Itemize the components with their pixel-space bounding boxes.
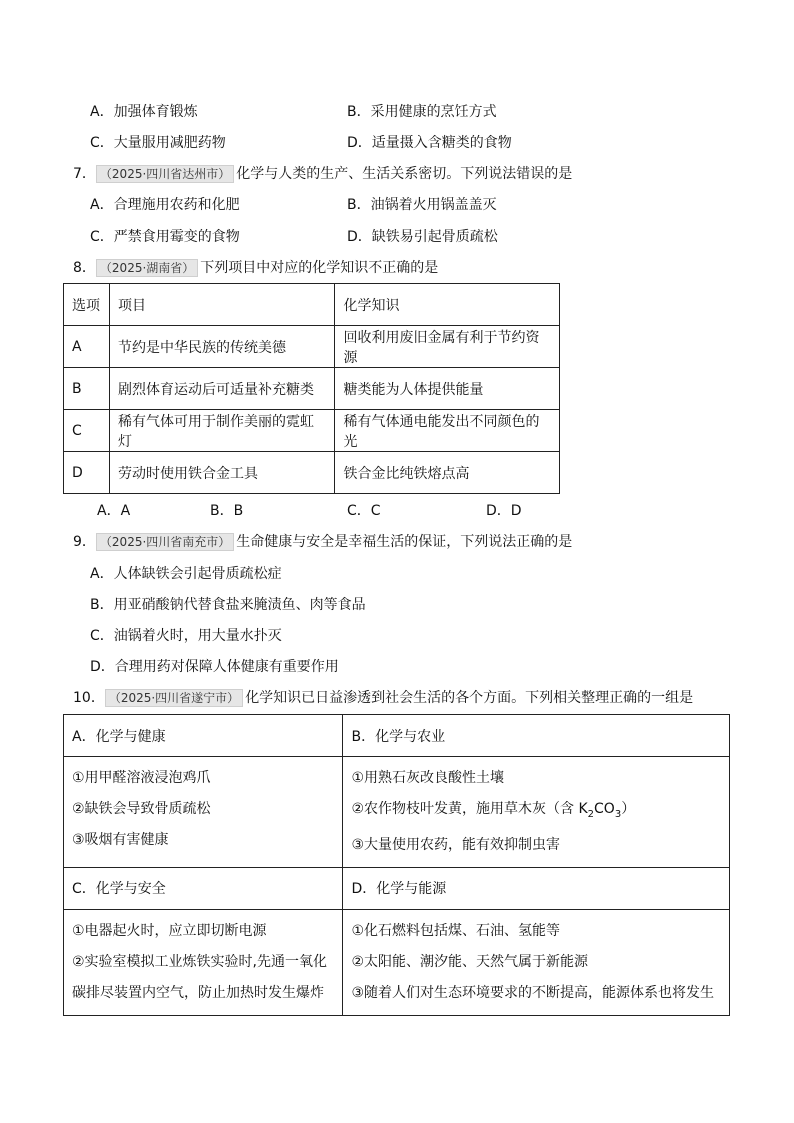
q10-table	[63, 714, 730, 1016]
q8-option-c: C．C	[347, 503, 381, 519]
list-item: ②太阳能、潮汐能、天然气属于新能源	[351, 953, 589, 970]
header-knowledge: 化学知识	[335, 284, 560, 326]
table-cell: C	[64, 410, 110, 452]
header-option: 选项	[64, 284, 110, 326]
table-cell: 稀有气体通电能发出不同颜色的光	[335, 410, 560, 452]
list-item: ③大量使用农药，能有效抑制虫害	[351, 836, 561, 853]
q7-option-b: B．油锅着火用锅盖盖灭	[347, 197, 497, 213]
group-c-content	[64, 909, 343, 1015]
table-cell: 稀有气体可用于制作美丽的霓虹灯	[109, 410, 335, 452]
q6-option-d: D．适量摄入含糖类的食物	[347, 135, 512, 151]
q6-option-b: B．采用健康的烹饪方式	[347, 104, 497, 120]
table-row	[64, 757, 730, 868]
group-d-title: D．化学与能源	[343, 867, 730, 909]
table-cell: 节约是中华民族的传统美德	[109, 326, 335, 368]
table-row	[64, 867, 730, 909]
table-cell: 剧烈体育运动后可适量补充糖类	[109, 368, 335, 410]
list-item: ①化石燃料包括煤、石油、氢能等	[351, 922, 561, 939]
table-cell: D	[64, 452, 110, 494]
group-a-title: A．化学与健康	[64, 715, 343, 757]
list-item: ②缺铁会导致骨质疏松	[72, 801, 211, 817]
q6-option-c: C．大量服用减肥药物	[90, 135, 226, 151]
q10-source-tag: （2025·四川省遂宁市）	[105, 689, 243, 707]
q7-option-c: C．严禁食用霉变的食物	[90, 229, 240, 245]
q7-source-tag: （2025·四川省达州市）	[96, 165, 234, 183]
q7-stem: 化学与人类的生产、生活关系密切。下列说法错误的是	[236, 166, 573, 182]
q9-stem: 生命健康与安全是幸福生活的保证，下列说法正确的是	[236, 534, 573, 550]
group-b-content	[343, 757, 730, 868]
list-item: ③随着人们对生态环境要求的不断提高，能源体系也将发生	[351, 984, 715, 1001]
table-row	[64, 368, 560, 410]
list-item: 碳排尽装置内空气，防止加热时发生爆炸	[72, 984, 324, 1001]
list-item: ③吸烟有害健康	[72, 832, 169, 848]
q8-option-a: A．A	[97, 503, 131, 519]
group-b-title: B．化学与农业	[343, 715, 730, 757]
table-row	[64, 715, 730, 757]
q9-option-d: D．合理用药对保障人体健康有重要作用	[90, 659, 339, 675]
q8-option-d: D．D	[486, 503, 522, 519]
q8-stem: 下列项目中对应的化学知识不正确的是	[200, 260, 439, 276]
q10-number: 10．	[73, 690, 105, 706]
q8-source-tag: （2025·湖南省）	[96, 259, 198, 277]
table-header-row	[64, 284, 560, 326]
q9-option-a: A．人体缺铁会引起骨质疏松症	[90, 566, 282, 582]
table-row	[64, 326, 560, 368]
table-cell: 劳动时使用铁合金工具	[109, 452, 335, 494]
list-item: ①用甲醛溶液浸泡鸡爪	[72, 770, 211, 786]
group-a-content	[64, 757, 343, 868]
q8-stem-line	[73, 259, 438, 277]
table-cell: A	[64, 326, 110, 368]
q8-number: 8．	[73, 260, 96, 276]
q7-stem-line	[73, 165, 572, 183]
table-cell: 铁合金比纯铁熔点高	[335, 452, 560, 494]
q10-stem-line	[73, 689, 693, 707]
table-row	[64, 452, 560, 494]
q6-option-a: A．加强体育锻炼	[90, 104, 198, 120]
list-item: ①用熟石灰改良酸性土壤	[351, 770, 505, 786]
table-cell: 糖类能为人体提供能量	[335, 368, 560, 410]
q9-option-b: B．用亚硝酸钠代替食盐来腌渍鱼、肉等食品	[90, 597, 366, 613]
header-project: 项目	[109, 284, 335, 326]
q9-option-c: C．油锅着火时，用大量水扑灭	[90, 628, 282, 644]
q9-number: 9．	[73, 534, 96, 550]
table-cell: 回收利用废旧金属有利于节约资源	[335, 326, 560, 368]
q7-option-a: A．合理施用农药和化肥	[90, 197, 240, 213]
table-row	[64, 909, 730, 1015]
q8-option-b: B．B	[210, 503, 244, 519]
q10-stem: 化学知识已日益渗透到社会生活的各个方面。下列相关整理正确的一组是	[245, 690, 694, 706]
group-c-title: C．化学与安全	[64, 867, 343, 909]
table-row	[64, 410, 560, 452]
list-item: ②农作物枝叶发黄，施用草木灰（含 $K_2CO_3$）	[351, 801, 636, 820]
q7-option-d: D．缺铁易引起骨质疏松	[347, 229, 498, 245]
table-cell: B	[64, 368, 110, 410]
q9-stem-line	[73, 533, 572, 551]
list-item: ②实验室模拟工业炼铁实验时,先通一氧化	[72, 953, 327, 970]
q7-number: 7．	[73, 166, 96, 182]
list-item: ①电器起火时，应立即切断电源	[72, 922, 267, 939]
group-d-content	[343, 909, 730, 1015]
q9-source-tag: （2025·四川省南充市）	[96, 533, 234, 551]
q8-table	[63, 283, 560, 494]
